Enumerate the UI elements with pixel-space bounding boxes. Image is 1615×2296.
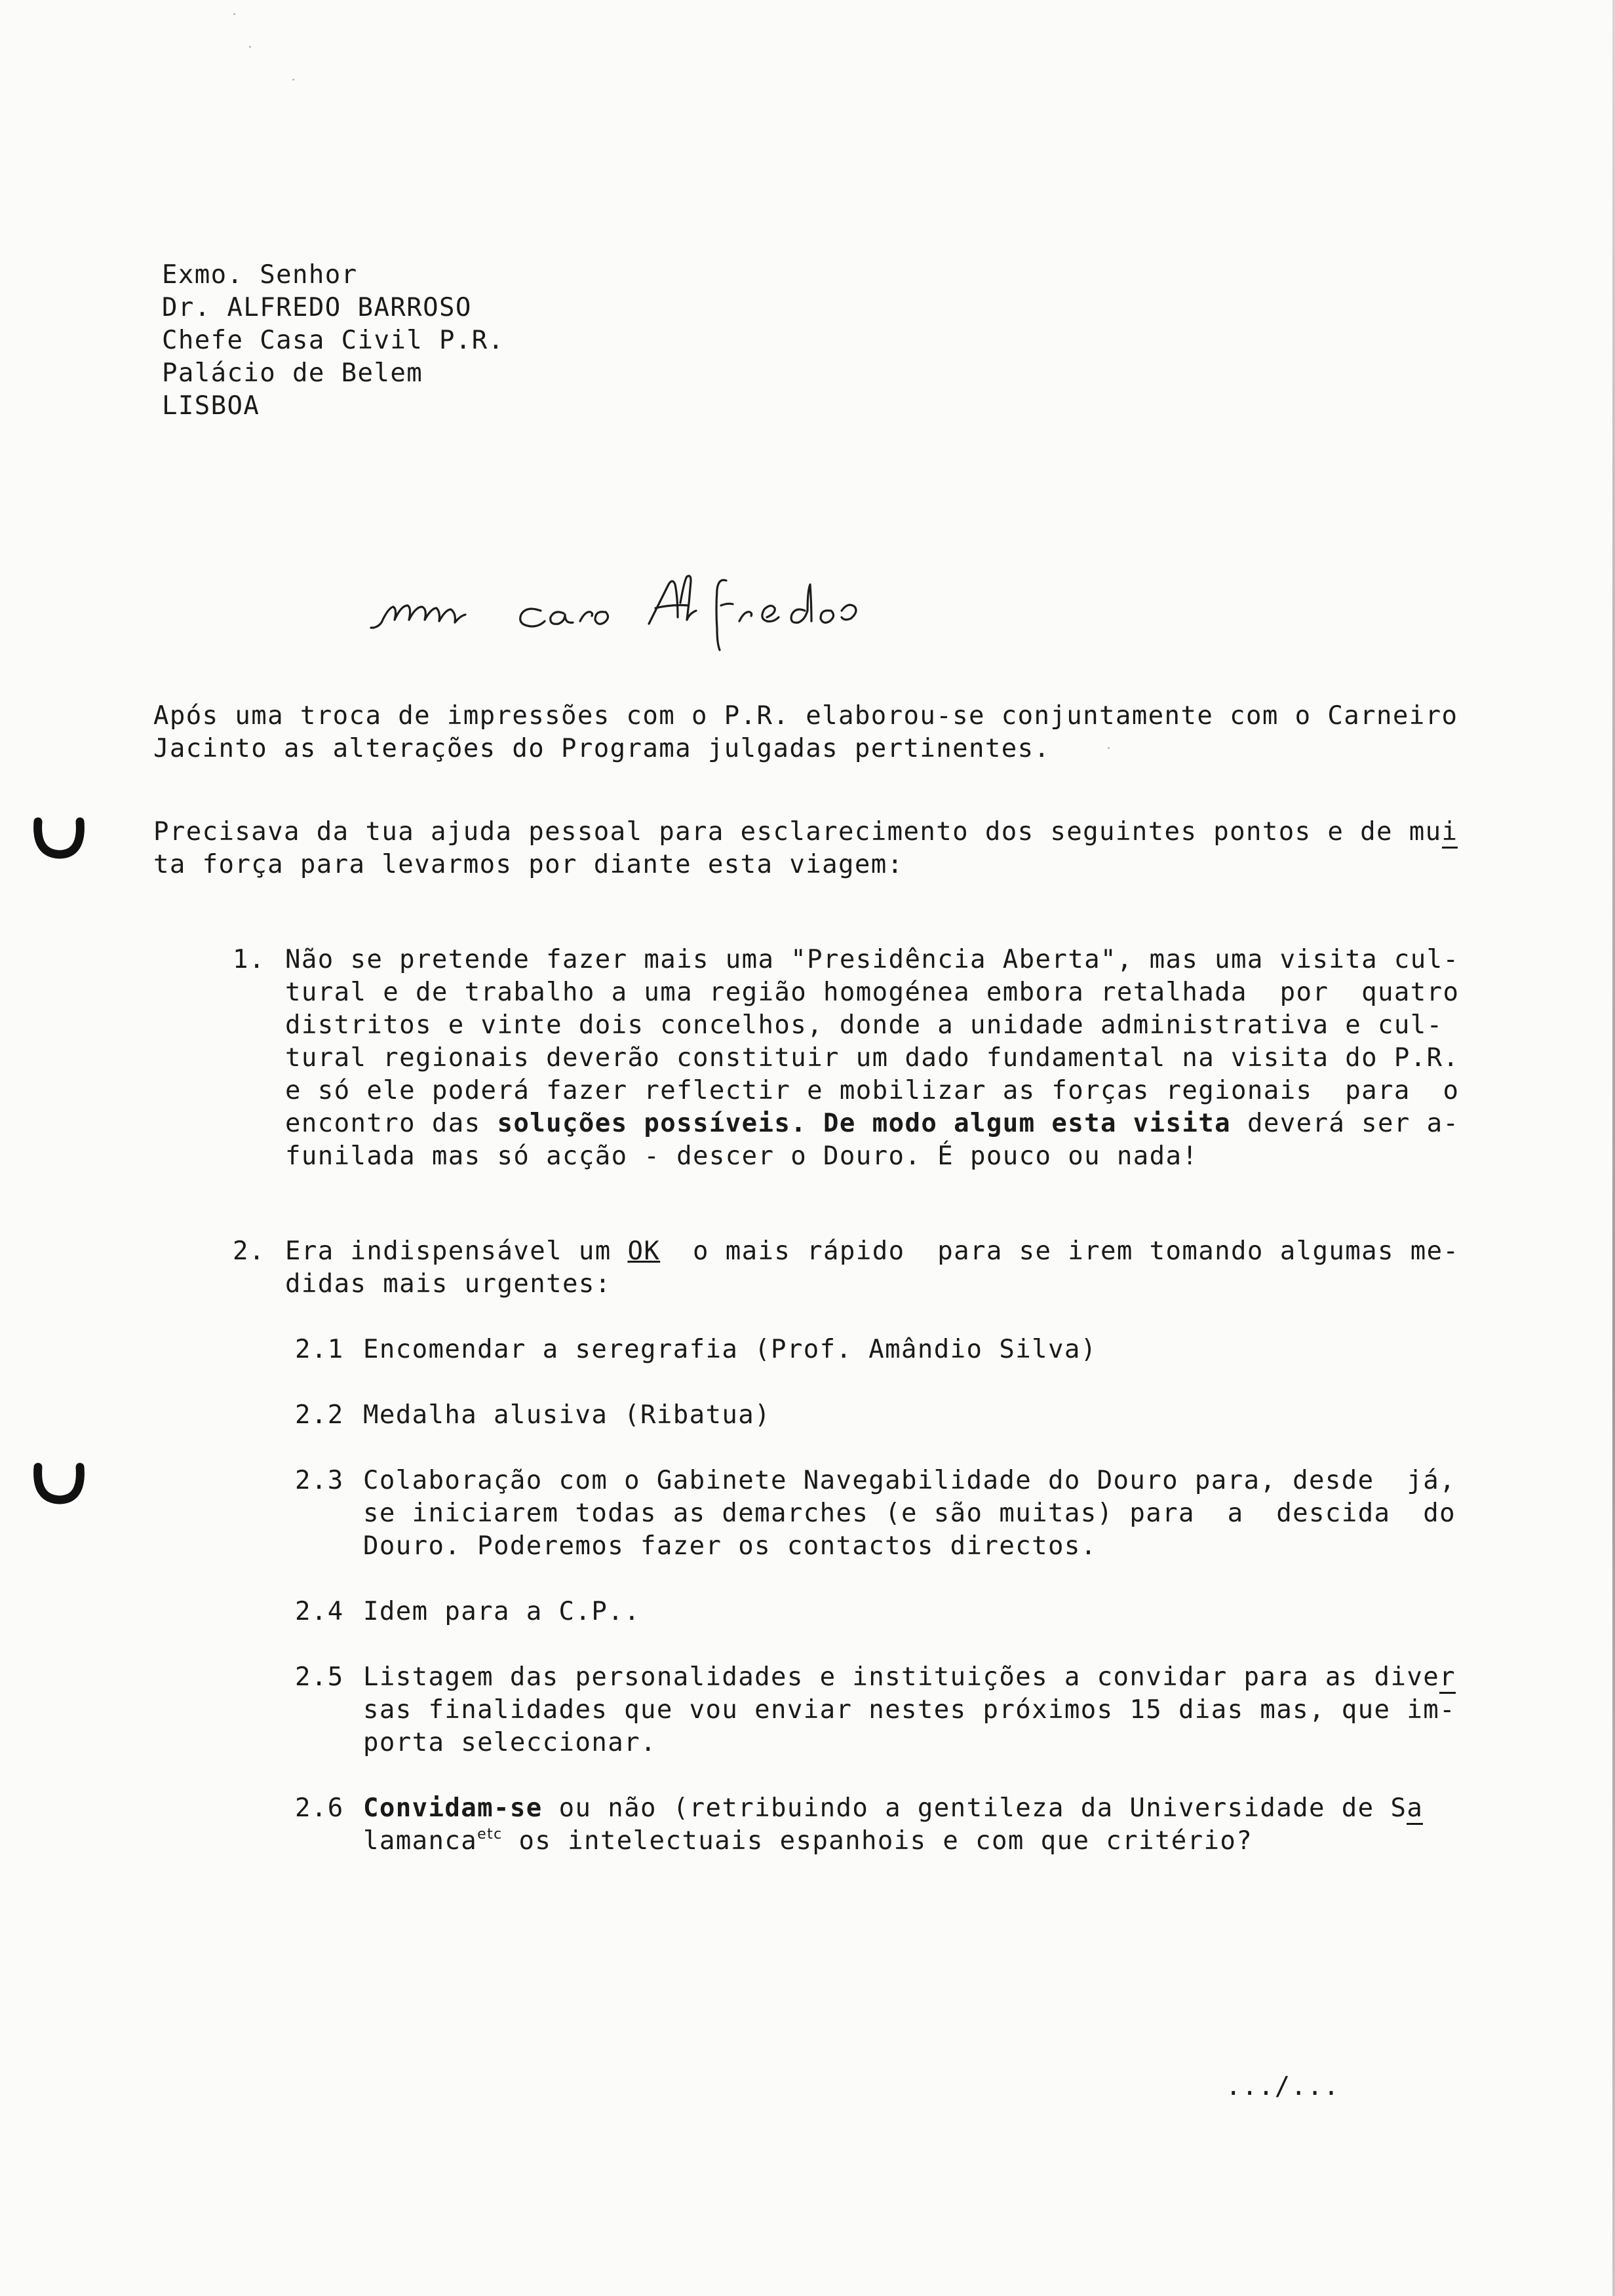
sub-item-line: Idem para a C.P.. [363,1597,640,1626]
punch-hole-mark [33,1458,85,1510]
scan-edge [1612,0,1615,2296]
item-line-part: encontro das [285,1109,497,1138]
intro-paragraph [153,700,1477,765]
sub-item-number: 2.3 [295,1466,344,1495]
item-line: tural e de trabalho a uma região homogénea embora retalhada por quatro [285,978,1460,1007]
handwritten-salutation [367,557,1009,655]
hyphen-mark: r [1439,1662,1456,1694]
list-item-2 [233,1235,1478,1301]
sub-item-number: 2.1 [295,1335,344,1364]
sub-item-number: 2.6 [295,1793,344,1823]
sub-item-line: sas finalidades que vou enviar nestes próximos 15 dias mas, que im- [363,1695,1456,1725]
intro-line: Jacinto as alterações do Programa julgadas pertinentes. [153,734,1051,763]
sub-item-line: Colaboração com o Gabinete Navegabilidade do Douro para, desde já, [363,1466,1456,1495]
underlined-ok: OK [627,1236,661,1266]
address-line: Dr. ALFREDO BARROSO [162,293,472,322]
sub-item-line: Douro. Poderemos fazer os contactos directos. [363,1531,1097,1561]
sub-item-line: Encomendar a seregrafia (Prof. Amândio Silva) [363,1335,1097,1364]
sub-item-2-1 [295,1333,1475,1366]
item-body [285,1235,1511,1301]
sub-item-2-2 [295,1399,1475,1432]
sub-item-number: 2.2 [295,1400,344,1430]
address-line: Palácio de Belem [162,358,423,388]
item-line: Não se pretende fazer mais uma "Presidência Aberta", mas uma visita cul- [285,945,1460,974]
punch-hole-mark [33,813,85,865]
item-line [285,1107,1511,1140]
request-line: ta força para levarmos por diante esta viagem: [153,850,904,879]
sub-item-line: Medalha alusiva (Ribatua) [363,1400,771,1430]
sub-item-line: porta seleccionar. [363,1728,657,1757]
item-number: 1. [233,945,265,974]
item-number: 2. [233,1236,265,1266]
sub-item-body [363,1399,1477,1432]
item-line: e só ele poderá fazer reflectir e mobilizar as forças regionais para o [285,1076,1460,1105]
sub-item-line: se iniciarem todas as demarches (e são muitas) para a descida do [363,1499,1456,1528]
continuation-mark: .../... [1226,2072,1340,2101]
sub-item-line [363,1825,1477,1862]
sub-item-line-part: os intelectuais espanhois e com que critério? [502,1826,1253,1856]
handwritten-etc: etc [477,1826,503,1843]
request-line-part: Precisava da tua ajuda pessoal para esclarecimento dos seguintes pontos e de mu [153,817,1442,847]
request-paragraph [153,816,1477,881]
sub-item-body [363,1333,1477,1366]
sub-item-2-4 [295,1596,1475,1628]
sub-item-body [363,1661,1477,1759]
item-body [285,944,1511,1173]
sub-item-line [363,1792,1477,1825]
address-line: Exmo. Senhor [162,260,358,290]
item-line-part: Era indispensável um [285,1236,628,1266]
hyphen-mark: a [1407,1793,1423,1825]
list-item-1 [233,944,1478,1173]
scan-speck [249,46,251,48]
address-line: Chefe Casa Civil P.R. [162,326,505,355]
sub-item-line-part: lamanca [363,1826,478,1856]
scan-speck [292,79,294,81]
item-line: distritos e vinte dois concelhos, donde a unidade administrativa e cul- [285,1010,1443,1040]
bold-phrase: soluções possíveis. De modo algum esta visita [497,1109,1232,1138]
address-line: LISBOA [162,391,260,421]
recipient-address [162,259,504,423]
bold-phrase: Convidam-se [363,1793,543,1823]
item-line: funilada mas só acção - descer o Douro. É pouco ou nada! [285,1141,1199,1171]
item-line-part: deverá ser a- [1231,1109,1460,1138]
sub-item-line-part: ou não (retribuindo a gentileza da Universidade de S [542,1793,1407,1823]
handwriting-drawing [367,557,1009,655]
item-line: didas mais urgentes: [285,1269,612,1299]
sub-item-line-part: Listagem das personalidades e instituições a convidar para as dive [363,1662,1440,1692]
sub-item-body [363,1792,1477,1862]
sub-item-number: 2.5 [295,1662,344,1692]
scan-speck [233,13,235,15]
sub-item-2-6 [295,1792,1475,1858]
sub-item-body [363,1464,1477,1563]
sub-item-2-5 [295,1661,1475,1759]
item-line-part: o mais rápido para se irem tomando algumas me- [660,1236,1460,1266]
sub-item-number: 2.4 [295,1597,344,1626]
intro-line: Após uma troca de impressões com o P.R. elaborou-se conjuntamente com o Carneiro [153,701,1458,731]
sub-item-line [363,1661,1477,1694]
item-line: tural regionais deverão constituir um dado fundamental na visita do P.R. [285,1043,1460,1073]
request-line [153,816,1477,849]
sub-item-body [363,1596,1477,1628]
hyphen-mark: i [1442,817,1458,849]
sub-item-2-3 [295,1464,1475,1563]
item-line [285,1235,1511,1268]
